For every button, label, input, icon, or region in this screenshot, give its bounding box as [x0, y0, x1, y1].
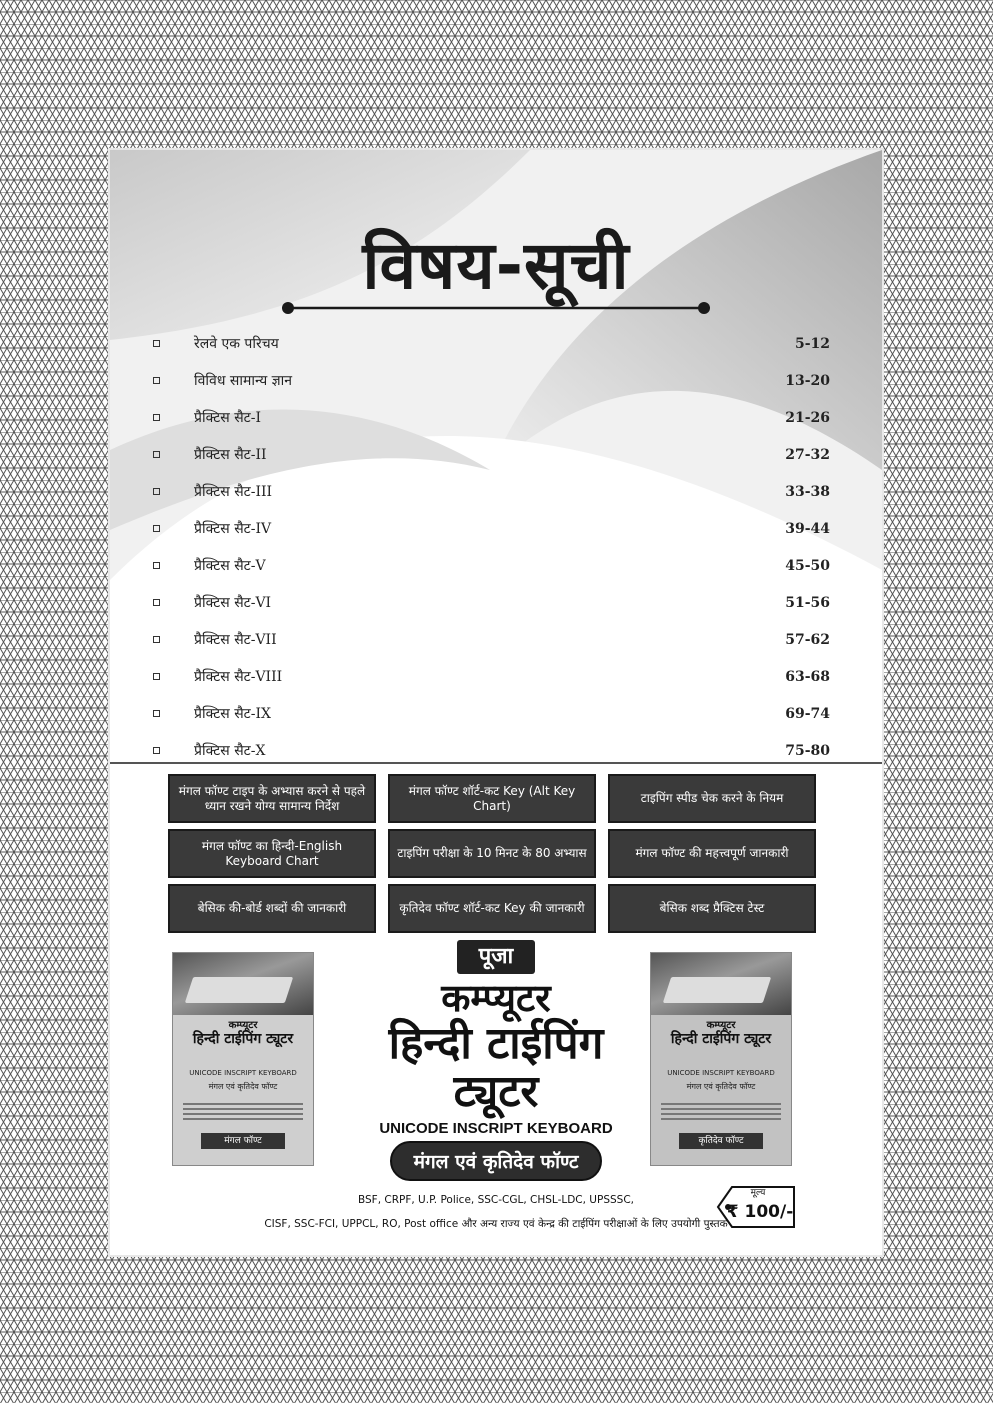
bullet-icon	[153, 673, 160, 680]
book-subtitle: UNICODE INSCRIPT KEYBOARD	[189, 1069, 297, 1077]
toc-pages: 33-38	[785, 483, 830, 500]
book-photo	[173, 953, 313, 1015]
toc-title: प्रैक्टिस सैट-VIII	[194, 669, 283, 685]
toc-row	[150, 399, 830, 436]
toc-pages: 39-44	[785, 520, 830, 537]
book-subtitle: UNICODE INSCRIPT KEYBOARD	[667, 1069, 775, 1077]
exams-line-2: CISF, SSC-FCI, UPPCL, RO, Post office और अन्य राज्य एवं केन्द्र की टाईपिंग परीक्षाओं के लिए उपयोगी पुस्तक	[264, 1218, 728, 1230]
topic-box: कृतिदेव फॉण्ट शॉर्ट-कट Key की जानकारी	[388, 884, 596, 933]
book-brand: कम्प्यूटर	[706, 1020, 736, 1031]
topic-box: बेसिक की-बोर्ड शब्दों की जानकारी	[168, 884, 376, 933]
page-title: विषय-सूची	[362, 227, 630, 304]
bullet-icon	[153, 747, 160, 754]
book-subtitle: मंगल एवं कृतिदेव फॉण्ट	[208, 1082, 278, 1091]
promo-fonts-badge: मंगल एवं कृतिदेव फॉण्ट	[390, 1141, 603, 1181]
toc-pages: 75-80	[785, 742, 830, 759]
bullet-icon	[153, 377, 160, 384]
book-brand: कम्प्यूटर	[228, 1020, 258, 1031]
bullet-icon	[153, 488, 160, 495]
promo-center	[360, 940, 632, 1181]
bullet-icon	[153, 525, 160, 532]
content-panel	[110, 150, 882, 1255]
topic-box: टाइपिंग स्पीड चेक करने के नियम	[608, 774, 816, 823]
toc-pages: 21-26	[785, 409, 830, 426]
toc-row	[150, 584, 830, 621]
title-underline	[280, 298, 712, 318]
toc-pages: 27-32	[785, 446, 830, 463]
toc-title: प्रैक्टिस सैट-VII	[194, 632, 277, 648]
toc-title: प्रैक्टिस सैट-II	[194, 447, 267, 463]
bullet-icon	[153, 599, 160, 606]
toc-title: प्रैक्टिस सैट-VI	[194, 595, 272, 611]
toc-title: प्रैक्टिस सैट-I	[194, 410, 261, 426]
promo-brand: कम्प्यूटर	[441, 976, 551, 1020]
toc-pages: 69-74	[785, 705, 830, 722]
toc-row	[150, 658, 830, 695]
book-title: हिन्दी टाईपिंग ट्यूटर	[192, 1031, 294, 1047]
toc-row	[150, 695, 830, 732]
toc-title: प्रैक्टिस सैट-IX	[194, 706, 271, 722]
book-subtitle: मंगल एवं कृतिदेव फॉण्ट	[686, 1082, 756, 1091]
bullet-icon	[153, 710, 160, 717]
bullet-icon	[153, 451, 160, 458]
promo-title-line1: हिन्दी टाईपिंग	[388, 1018, 604, 1069]
book-tag: कृतिदेव फॉण्ट	[679, 1133, 763, 1149]
toc-pages: 5-12	[794, 335, 830, 352]
toc-pages: 45-50	[785, 557, 830, 574]
book-cover-right	[650, 952, 792, 1166]
toc-row	[150, 510, 830, 547]
toc-row	[150, 547, 830, 584]
toc-title: प्रैक्टिस सैट-V	[194, 558, 266, 574]
book-photo	[651, 953, 791, 1015]
toc-title: प्रैक्टिस सैट-X	[194, 743, 266, 759]
bullet-icon	[153, 414, 160, 421]
toc-row	[150, 621, 830, 658]
bullet-icon	[153, 562, 160, 569]
topic-grid	[168, 774, 818, 933]
toc-row	[150, 436, 830, 473]
toc-title: प्रैक्टिस सैट-III	[194, 484, 273, 500]
toc-title: विविध सामान्य ज्ञान	[194, 373, 293, 389]
bullet-icon	[153, 636, 160, 643]
table-of-contents	[150, 325, 830, 769]
book-title: हिन्दी टाईपिंग ट्यूटर	[670, 1031, 772, 1047]
topic-box: मंगल फॉण्ट टाइप के अभ्यास करने से पहले ध्यान रखने योग्य सामान्य निर्देश	[168, 774, 376, 823]
toc-pages: 51-56	[785, 594, 830, 611]
book-cover-left	[172, 952, 314, 1166]
publisher-logo: पूजा	[457, 940, 535, 974]
toc-row	[150, 325, 830, 362]
topic-box: बेसिक शब्द प्रैक्टिस टेस्ट	[608, 884, 816, 933]
price-label: मूल्य	[750, 1188, 766, 1198]
price-value: ₹ 100/-	[726, 1202, 794, 1222]
promo-title-line2: ट्यूटर	[453, 1066, 539, 1117]
topic-box: टाइपिंग परीक्षा के 10 मिनट के 80 अभ्यास	[388, 829, 596, 878]
toc-pages: 57-62	[785, 631, 830, 648]
book-tag: मंगल फॉण्ट	[201, 1133, 285, 1149]
bullet-icon	[153, 340, 160, 347]
promo-section	[110, 764, 882, 1255]
toc-row	[150, 362, 830, 399]
toc-pages: 63-68	[785, 668, 830, 685]
topic-box: मंगल फॉण्ट शॉर्ट-कट Key (Alt Key Chart)	[388, 774, 596, 823]
book-fine-print	[661, 1103, 781, 1123]
toc-title: रेलवे एक परिचय	[194, 336, 279, 352]
topic-box: मंगल फॉण्ट का हिन्दी-English Keyboard Chart	[168, 829, 376, 878]
toc-title: प्रैक्टिस सैट-IV	[194, 521, 272, 537]
promo-keyboard: UNICODE INSCRIPT KEYBOARD	[379, 1120, 613, 1137]
toc-pages: 13-20	[785, 372, 830, 389]
topic-box: मंगल फॉण्ट की महत्त्वपूर्ण जानकारी	[608, 829, 816, 878]
book-fine-print	[183, 1103, 303, 1123]
exams-line-1: BSF, CRPF, U.P. Police, SSC-CGL, CHSL-LDC, UPSSSC,	[357, 1194, 634, 1206]
toc-row	[150, 473, 830, 510]
